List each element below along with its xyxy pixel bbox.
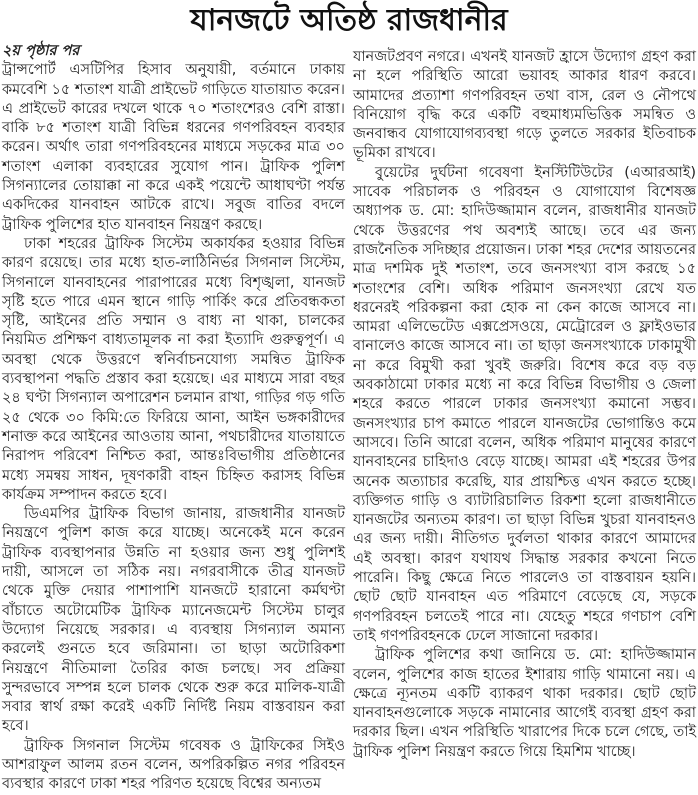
left-column: [2, 42, 345, 795]
paragraph: ডিএমপির ট্রাফিক বিভাগ জানায়, রাজধানীর যানজট নিয়ন্ত্রণে পুলিশ কাজ করে যাচ্ছে। অনেকেই মনে করেন ট্রাফিক ব্যবস্থাপনার উন্নতি না হওয়ার জন্য শুধু পুলিশই দায়ী, আসলে তা সঠিক নয়। নগরবাসীকে তীব্র যানজট থেকে মুক্তি দেয়ার পাশাপাশি যানজটে হারানো কর্মঘণ্টা বাঁচাতে অটোমেটিক ট্রাফিক ম্যানেজমেন্ট সিস্টেম চালুর উদ্যোগ নিয়েছে সরকার। এ ব্যবস্থায় সিগন্যাল অমান্য করলেই গুনতে হবে জরিমানা। তা ছাড়া অটোরিকশা নিয়ন্ত্রণে নীতিমালা তৈরির কাজ চলছে। সব প্রক্রিয়া সুন্দরভাবে সম্পন্ন হলে চালক থেকে শুরু করে মালিক-যাত্রী সবার স্বার্থ রক্ষা করেই একটি নির্দিষ্ট নিয়ম বাস্তবায়ন করা হবে।: [2, 506, 345, 735]
paragraph: বুয়েটের দুর্ঘটনা গবেষণা ইনস্টিটিউটের (এআরআই) সাবেক পরিচালক ও পরিবহন ও যোগাযোগ বিশেষজ্ঞ অধ্যাপক ড. মো: হাদিউজ্জামান বলেন, রাজধানীর যানজট থেকে উত্তরণের পথ অবশ্যই আছে। তবে এর জন্য রাজনৈতিক সদিচ্ছার প্রয়োজন। ঢাকা শহর দেশের আয়তনের মাত্র দশমিক দুই শতাংশ, তবে জনসংখ্যা বাস করছে ১৫ শতাংশের বেশি। অধিক পরিমাণ জনসংখ্যা রেখে যত ধরনেরই পরিকল্পনা করা হোক না কেন কাজে আসবে না। আমরা এলিভেটেড এক্সপ্রেসওয়ে, মেট্রোরেল ও ফ্লাইওভার বানালেও কাজে আসবে না। তা ছাড়া জনসংখ্যাকে ঢাকামুখী না করে বিমুখী করা খুবই জরুরি। বিশেষ করে বড় বড় অবকাঠামো ঢাকার মধ্যে না করে বিভিন্ন বিভাগীয় ও জেলা শহরে করতে পারলে ঢাকার জনসংখ্যা কমানো সম্ভব। জনসংখ্যার চাপ কমাতে পারলে যানজটের ভোগান্তিও কমে আসবে। তিনি আরো বলেন, অধিক পরিমাণ মানুষের কারণে যানবাহনের চাহিদাও বেড়ে যাচ্ছে। আমরা এই শহরের উপর অনেক অত্যাচার করেছি, যার প্রায়শ্চিত্ত এখন করতে হচ্ছে। ব্যক্তিগত গাড়ি ও ব্যাটারিচালিত রিকশা হলো রাজধানীতে যানজটের অন্যতম কারণ। তা ছাড়া বিভিন্ন খুচরা যানবাহনও এর জন্য দায়ী। নীতিগত দুর্বলতা থাকার কারণে আমাদের এই অবস্থা। কারণ যথাযথ সিদ্ধান্ত সরকার কখনো নিতে পারেনি। কিছু ক্ষেত্রে নিতে পারলেও তা বাস্তবায়ন হয়নি। ছোট ছোট যানবাহন এত পরিমাণে বেড়েছে যে, সড়কে গণপরিবহন চলতেই পারে না। যেহেতু শহরে গণচাপ বেশি তাই গণপরিবহনকে ঢেলে সাজানো দরকার।: [353, 164, 696, 644]
right-column: [353, 42, 696, 795]
paragraph: যানজটপ্রবণ নগরে। এখনই যানজট হ্রাসে উদ্যোগ গ্রহণ করা না হলে পরিস্থিতি আরো ভয়াবহ আকার ধারণ করবে। আমাদের প্রত্যাশা গণপরিবহন তথা বাস, রেল ও নৌপথে বিনিয়োগ বৃদ্ধি করে একটি বহুমাধ্যমভিত্তিক সমন্বিত ও জনবান্ধব যোগাযোগব্যবস্থা গড়ে তুলতে সরকার ইতিবাচক ভূমিকা রাখবে।: [353, 49, 696, 162]
paragraph: ট্রাফিক পুলিশের কথা জানিয়ে ড. মো: হাদিউজ্জামান বলেন, পুলিশের কাজ হাতের ইশারায় গাড়ি থামানো নয়। এ ক্ষেত্রে ন্যূনতম একটি ব্যাকরণ থাকা দরকার। ছোট ছোট যানবাহনগুলোকে সড়কে নামানোর আগেই ব্যবস্থা গ্রহণ করা দরকার ছিল। এখন পরিস্থিতি খারাপের দিকে চলে গেছে, তাই ট্রাফিক পুলিশ নিয়ন্ত্রণ করতে গিয়ে হিমশিম খাচ্ছে।: [353, 647, 696, 760]
paragraph: ট্রাফিক সিগনাল সিস্টেম গবেষক ও ট্রাফিকের সিইও আশরাফুল আলম রতন বলেন, অপরিকল্পিত নগর পরিবহন ব্যবস্থার কারণে ঢাকা শহর পরিণত হয়েছে বিশ্বের অন্যতম: [2, 737, 345, 793]
continued-from-label: ২য় পৃষ্ঠার পর: [2, 43, 80, 59]
paragraph: ঢাকা শহরের ট্রাফিক সিস্টেম অকার্যকর হওয়ার বিভিন্ন কারণ রয়েছে। তার মধ্যে হাত-লাঠিনির্ভর সিগনাল সিস্টেম, সিগনালে যানবাহনের পারাপারের মধ্যে বিশৃঙ্খলা, যানজট সৃষ্টি হতে পারে এমন স্থানে গাড়ি পার্কিং করে প্রতিবন্ধকতা সৃষ্টি, আইনের প্রতি সম্মান ও বাধ্য না থাকা, চালকের নিয়মিত প্রশিক্ষণ বাধ্যতামূলক না করা ইত্যাদি গুরুত্বপূর্ণ। এ অবস্থা থেকে উত্তরণে স্বনির্বাচনযোগ্য সমন্বিত ট্রাফিক ব্যবস্থাপনা পদ্ধতি প্রস্তাব করা হয়েছে। এর মাধ্যমে সারা বছর ২৪ ঘণ্টা সিগন্যাল অপারেশন চলমান রাখা, গাড়ির গড় গতি ২৫ থেকে ৩০ কিমি:তে ফিরিয়ে আনা, আইন ভঙ্গকারীদের শনাক্ত করে আইনের আওতায় আনা, পথচারীদের যাতায়াতে নিরাপদ পরিবেশ নিশ্চিত করা, আন্তঃবিভাগীয় প্রতিষ্ঠানের মধ্যে সমন্বয় সাধন, দূষণকারী বাহন চিহ্নিত করাসহ বিভিন্ন কার্যক্রম সম্পাদন করতে হবে।: [2, 235, 345, 503]
article-body: [0, 42, 698, 795]
paragraph: ট্রান্সপোর্ট এসটিপির হিসাব অনুযায়ী, বর্তমানে ঢাকায় কমবেশি ১৫ শতাংশ যাত্রী প্রাইভেট গাড়িতে যাতায়াত করেন। এ প্রাইভেট কারের দখলে থাকে ৭০ শতাংশেরও বেশি রাস্তা। বাকি ৮৫ শতাংশ যাত্রী বিভিন্ন ধরনের গণপরিবহন ব্যবহার করেন। অর্থাৎ তারা গণপরিবহনের মাধ্যমে সড়কের মাত্র ৩০ শতাংশ এলাকা ব্যবহারের সুযোগ পান। ট্রাফিক পুলিশ সিগন্যালের তোয়াক্কা না করে একই পয়েন্টে আধাঘণ্টা পর্যন্ত একদিকের যানবাহন আটকে রাখে। সবুজ বাতির বদলে ট্রাফিক পুলিশের হাত যানবাহন নিয়ন্ত্রণ করছে।: [2, 62, 345, 233]
headline: যানজটে অতিষ্ঠ রাজধানীর: [190, 3, 508, 38]
